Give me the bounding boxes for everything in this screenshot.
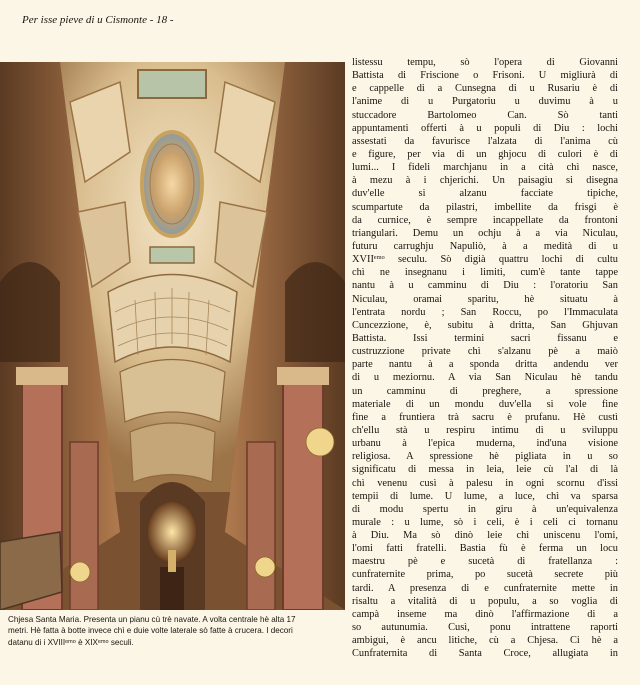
text-line: di u meziornu. A via San Niculau hè tandu (352, 372, 618, 384)
text-line: risaltu a vitalità di u populu, a so voglia di (352, 595, 618, 607)
text-line: maestru pè e sucetà di fratellanza : (352, 556, 618, 568)
text-line: so autunumia. Cusì, ponu intrattene raporti (352, 622, 618, 634)
running-header: Per isse pieve di u Cismonte - 18 - (22, 14, 174, 26)
church-interior-photo (0, 62, 345, 610)
photo-caption (8, 614, 346, 648)
text-line: ch'ellu stà u respiru intimu di u sviluppu (352, 424, 618, 436)
text-line: materiale di un mondu duv'ella si vole fine (352, 398, 618, 410)
text-line: Cuncezzione, è, subitu à dritta, San Ghjuvan (352, 319, 618, 331)
text-line: nantu à u camminu di Diu : l'oratoriu San (352, 280, 618, 292)
text-line: custruzzione private chì s'alzanu pè a maiò (352, 346, 618, 358)
text-line: à mezu à i chjerichi. Un paisagiu si disegna (352, 175, 618, 187)
text-line: un camminu di preghere, a spressione (352, 385, 618, 397)
text-line: scumpartute da pilastri, imbellite da frisgi è (352, 201, 618, 213)
text-line: Cunfraternita di Santa Croce, allugiata in (352, 648, 618, 660)
text-line: campà inseme ma dinò l'affirmazione di a (352, 608, 618, 620)
text-line: stuccadore Bartolomeo Can. Sò tanti (352, 109, 618, 121)
caption-line: datanu di i XVIIIᵉᵐᵒ è XIXᵉᵐᵒ seculi. (8, 637, 134, 647)
caption-line: metri. Hè fatta à botte invece chì e duie volte laterale sò fatte à crucera. I decori (8, 626, 293, 636)
text-line: appuntamenti offerti à u populi di Diu : lochi (352, 122, 618, 134)
text-line: XVIIᵉᵐᵒ seculu. Sò digià quattru lochi di cultu (352, 254, 618, 266)
text-line: urbanu à l'epica muderna, ind'una visione (352, 438, 618, 450)
text-line: da curnice, è sempre incappellate da frontoni (352, 214, 618, 226)
text-line: duv'elle si alzanu facciate tipiche, (352, 188, 618, 200)
text-line: murale : u lume, sò i celi, è i celi ci tornanu (352, 516, 618, 528)
text-line: l'anime di u Purgatoriu u duvimu à u (352, 96, 618, 108)
text-line: e figure, per via di un ghjocu di culori è di (352, 148, 618, 160)
text-line: l'omi fatti fratelli. Bastia fù è ferma un locu (352, 543, 618, 555)
text-line: parte nantu à a sponda dritta andendu ver (352, 359, 618, 371)
church-interior-illustration (0, 62, 345, 610)
text-line: e cappelle di a Cunsegna di u Rusariu è di (352, 83, 618, 95)
text-line: Niculau, oramai sparitu, hè situatu à (352, 293, 618, 305)
caption-line: Chjesa Santa Maria. Presenta un pianu cù trè navate. A volta centrale hè alta 17 (8, 615, 296, 624)
text-line: tempii di lume. U lume, a luce, chì va sparsa (352, 490, 618, 502)
text-line: assestati da favurisce l'alzata di l'anima cù (352, 135, 618, 147)
text-line: religiosa. A spressione hè pigliata in u so (352, 451, 618, 463)
text-line: l'entrata nordu ; San Roccu, po l'Immaculata (352, 306, 618, 318)
text-line: significatu di messa in leia, leie cù l'al di là (352, 464, 618, 476)
text-line: chì venenu cusì à palesu in ogni scornu d'issi (352, 477, 618, 489)
text-line: lumi... I fideli marchjanu in a cità chì nasce, (352, 162, 618, 174)
text-line: tardi. A presenza di e cunfraternite mette in (352, 582, 618, 594)
body-text-column (352, 56, 618, 660)
text-line: Battista di Friscione o Frisoni. U migliurà di (352, 70, 618, 82)
text-line: chì ne insegnanu i limiti, cum'è tante tappe (352, 267, 618, 279)
text-line: ambigui, è ancu litiche, cù a Chjesa. Ci hè a (352, 635, 618, 647)
text-line: cunfraternite prima, po sucetà secrete più (352, 569, 618, 581)
text-line: triangulari. Demu un ochju à a via Niculau, (352, 227, 618, 239)
text-line: di modu spertu in giru à un'equivalenza (352, 503, 618, 515)
text-line: fine a fruntiera trà sacru è prufanu. Hè custì (352, 411, 618, 423)
text-line: à Diu. Ma sò dinò leie chì uniscenu l'omi, (352, 530, 618, 542)
text-line: Battista. Issi termini sacri fissanu e (352, 332, 618, 344)
text-line: futuru carrughju Napuliò, à a medità di u (352, 240, 618, 252)
text-line: listessu tempu, sò l'opera di Giovanni (352, 57, 618, 68)
